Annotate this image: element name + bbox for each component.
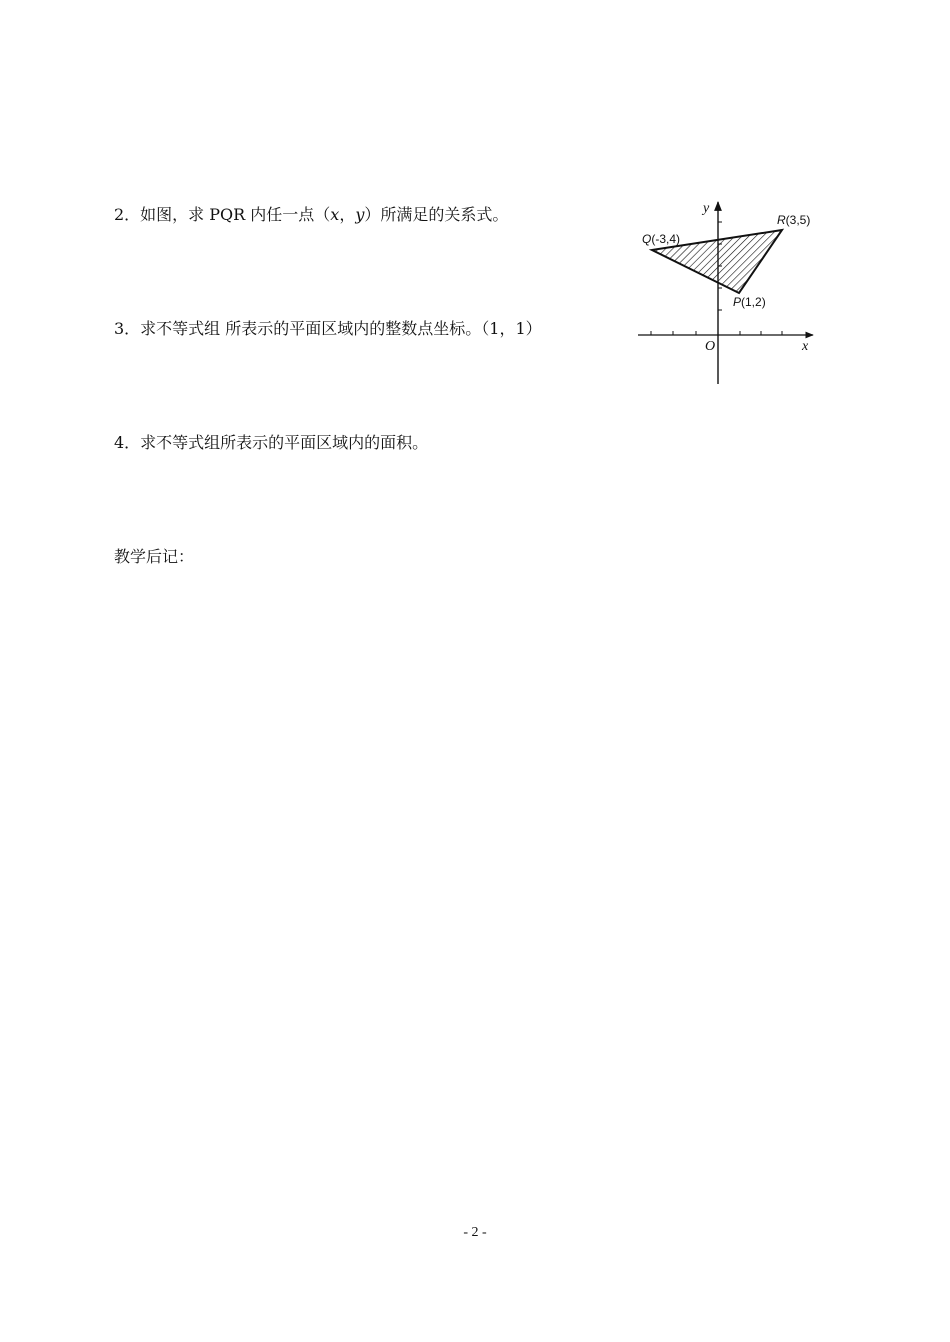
point-r-coord: (3,5) [785,213,811,227]
question-2-var-y: y [355,205,365,224]
page-number: - 2 - [463,1225,487,1240]
question-2-prefix: 2．如图，求 PQR 内任一点（ [114,205,331,224]
question-2 [114,205,508,225]
question-2-sep: ， [339,205,356,224]
x-axis-label: x [802,339,809,354]
question-2-var-x: x [330,205,340,224]
question-4: 4．求不等式组所表示的平面区域内的面积。 [114,433,429,452]
point-r-name: R [777,213,786,227]
question-2-suffix: ）所满足的关系式。 [364,205,509,224]
teaching-notes-label: 教学后记： [114,547,195,566]
question-3: 3．求不等式组 所表示的平面区域内的整数点坐标。（1，1） [114,319,542,338]
point-q-name: Q [642,232,652,246]
point-p-name: P [733,295,742,309]
point-q-coord: (-3,4) [651,232,681,246]
point-r-label [777,213,810,227]
triangle-figure [630,192,830,392]
origin-label: O [705,339,716,354]
point-p-coord: (1,2) [741,295,766,309]
point-p-label [733,295,766,309]
y-axis-label: y [703,201,710,216]
point-q-label [642,232,680,246]
